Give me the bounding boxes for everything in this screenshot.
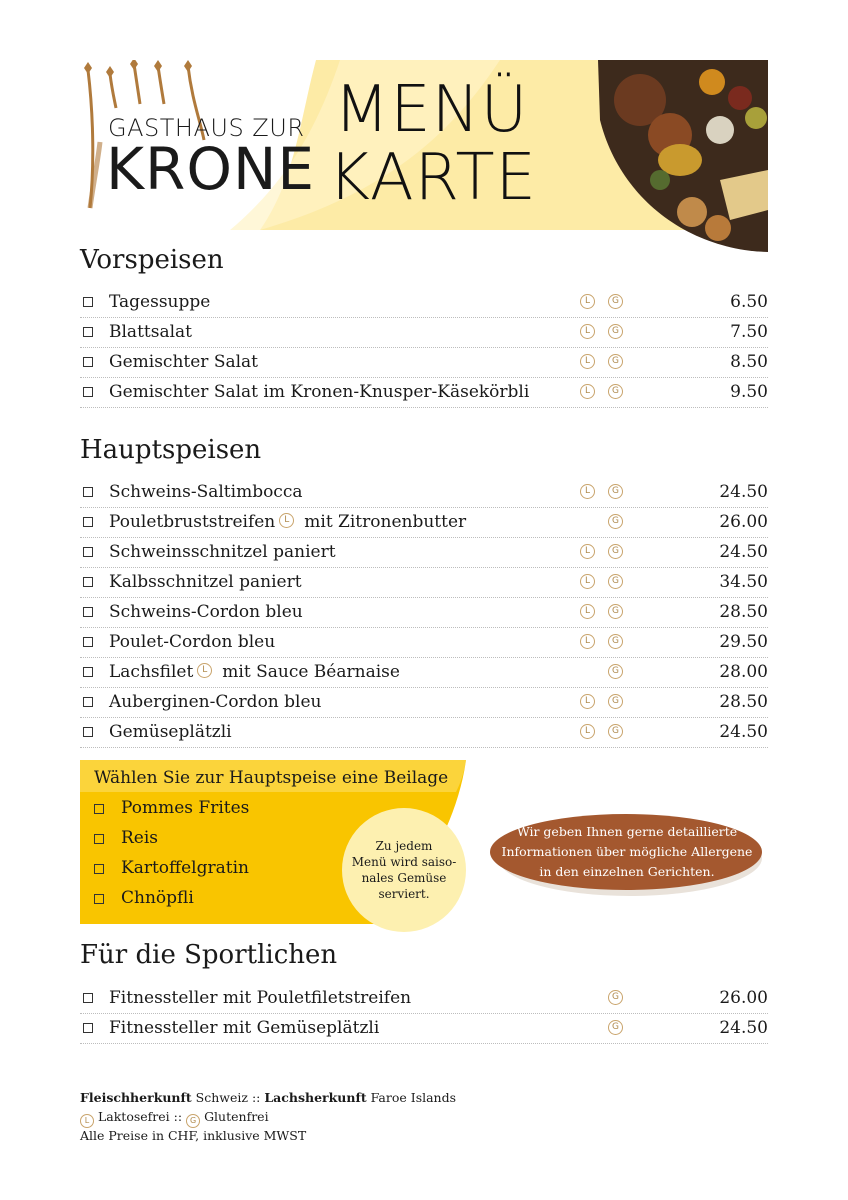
salmon-origin-value: Faroe Islands	[370, 1090, 457, 1105]
gluten-free-icon: G	[608, 694, 623, 709]
header	[80, 60, 768, 252]
separator: ::	[251, 1090, 261, 1105]
menu-row[interactable]	[80, 1014, 768, 1044]
item-name: Gemischter Salat im Kronen-Knusper-Käsekörbli	[109, 382, 530, 402]
footer	[80, 1088, 456, 1145]
item-price: 24.50	[719, 482, 768, 502]
note-line: nales Gemüse	[361, 871, 447, 885]
salmon-origin-label: Lachsherkunft	[264, 1090, 367, 1105]
gluten-free-icon: G	[608, 324, 623, 339]
item-name-main: Pouletbruststreifen	[109, 512, 276, 532]
gluten-free-icon: G	[186, 1114, 200, 1128]
menu-row[interactable]	[80, 318, 768, 348]
item-price: 34.50	[719, 572, 768, 592]
checkbox[interactable]	[83, 667, 93, 677]
lactose-free-icon: L	[80, 1114, 94, 1128]
gluten-free-icon: G	[608, 990, 623, 1005]
legend-gluten: Glutenfrei	[204, 1109, 269, 1124]
logo-subtitle: GASTHAUS ZUR	[108, 114, 305, 142]
checkbox[interactable]	[83, 327, 93, 337]
item-price: 6.50	[730, 292, 768, 312]
menu-row[interactable]	[80, 378, 768, 408]
separator: ::	[173, 1109, 183, 1124]
checkbox[interactable]	[83, 387, 93, 397]
side-dish-item[interactable]	[94, 828, 158, 848]
checkbox[interactable]	[94, 834, 104, 844]
menu-row[interactable]	[80, 568, 768, 598]
allergy-line: in den einzelnen Gerichten.	[539, 864, 715, 879]
item-name: Schweinsschnitzel paniert	[109, 542, 336, 562]
item-name: Gemischter Salat	[109, 352, 258, 372]
menu-title-line1: MENÜ	[334, 73, 529, 147]
lactose-free-icon: L	[580, 384, 595, 399]
item-price: 28.50	[719, 692, 768, 712]
item-price: 29.50	[719, 632, 768, 652]
side-dish-item[interactable]	[94, 798, 249, 818]
checkbox[interactable]	[83, 517, 93, 527]
checkbox[interactable]	[83, 487, 93, 497]
side-dish-label: Kartoffelgratin	[121, 858, 249, 878]
item-name: Blattsalat	[109, 322, 192, 342]
item-price: 26.00	[719, 988, 768, 1008]
lactose-free-icon: L	[580, 694, 595, 709]
menu-row[interactable]	[80, 538, 768, 568]
side-dish-label: Chnöpfli	[121, 888, 194, 908]
meat-origin-label: Fleischherkunft	[80, 1090, 192, 1105]
allergy-line: Informationen über mögliche Allergene	[501, 844, 753, 859]
legend-lactose: Laktosefrei	[97, 1109, 170, 1124]
menu-row[interactable]	[80, 658, 768, 688]
item-price: 7.50	[730, 322, 768, 342]
item-price: 28.50	[719, 602, 768, 622]
gluten-free-icon: G	[608, 544, 623, 559]
origin-line	[80, 1088, 456, 1107]
checkbox[interactable]	[83, 727, 93, 737]
item-price: 24.50	[719, 1018, 768, 1038]
item-name: Gemüseplätzli	[109, 722, 232, 742]
item-name: Schweins-Cordon bleu	[109, 602, 303, 622]
item-name	[109, 662, 400, 682]
menu-row[interactable]	[80, 478, 768, 508]
lactose-free-icon: L	[580, 634, 595, 649]
checkbox[interactable]	[83, 607, 93, 617]
section-title-hauptspeisen: Hauptspeisen	[80, 435, 262, 465]
section-title-sportlich: Für die Sportlichen	[80, 940, 338, 970]
gluten-free-icon: G	[608, 634, 623, 649]
item-name: Auberginen-Cordon bleu	[109, 692, 322, 712]
side-dish-label: Reis	[121, 828, 159, 848]
lactose-free-icon: L	[580, 324, 595, 339]
checkbox[interactable]	[83, 1023, 93, 1033]
gluten-free-icon: G	[608, 664, 623, 679]
checkbox[interactable]	[94, 804, 104, 814]
side-dish-title: Wählen Sie zur Hauptspeise eine Beilage	[94, 768, 449, 788]
allergy-line: Wir geben Ihnen gerne detaillierte	[516, 824, 738, 839]
gluten-free-icon: G	[608, 354, 623, 369]
item-name-main: Lachsfilet	[109, 662, 194, 682]
checkbox[interactable]	[83, 577, 93, 587]
logo-title: KRONE	[106, 135, 316, 203]
item-name-suffix: mit Sauce Béarnaise	[222, 662, 400, 682]
menu-title-line2: KARTE	[328, 141, 537, 215]
seasonal-vegetables-note	[342, 808, 466, 932]
item-price: 9.50	[730, 382, 768, 402]
gluten-free-icon: G	[608, 1020, 623, 1035]
gluten-free-icon: G	[608, 294, 623, 309]
allergy-info-badge	[488, 808, 766, 898]
lactose-free-icon: L	[580, 724, 595, 739]
gluten-free-icon: G	[608, 574, 623, 589]
item-name: Schweins-Saltimbocca	[109, 482, 303, 502]
price-note: Alle Preise in CHF, inklusive MWST	[80, 1128, 307, 1143]
allergy-info-text	[488, 822, 766, 882]
checkbox[interactable]	[83, 297, 93, 307]
checkbox[interactable]	[83, 993, 93, 1003]
checkbox[interactable]	[83, 547, 93, 557]
gluten-free-icon: G	[608, 384, 623, 399]
checkbox[interactable]	[94, 894, 104, 904]
item-name: Fitnessteller mit Gemüseplätzli	[109, 1018, 380, 1038]
gluten-free-icon: G	[608, 514, 623, 529]
lactose-free-icon: L	[580, 484, 595, 499]
item-name: Tagessuppe	[109, 292, 211, 312]
lactose-free-icon: L	[197, 663, 212, 678]
lactose-free-icon: L	[580, 354, 595, 369]
lactose-free-icon: L	[580, 544, 595, 559]
note-line: Zu jedem	[375, 839, 433, 853]
menu-row[interactable]	[80, 718, 768, 748]
menu-row[interactable]	[80, 508, 768, 538]
menu-row[interactable]	[80, 348, 768, 378]
gluten-free-icon: G	[608, 724, 623, 739]
lactose-free-icon: L	[580, 294, 595, 309]
section-title-vorspeisen: Vorspeisen	[80, 245, 224, 275]
gluten-free-icon: G	[608, 604, 623, 619]
menu-row[interactable]	[80, 598, 768, 628]
item-price: 26.00	[719, 512, 768, 532]
item-name: Poulet-Cordon bleu	[109, 632, 276, 652]
menu-row[interactable]	[80, 628, 768, 658]
item-name: Fitnessteller mit Pouletfiletstreifen	[109, 988, 412, 1008]
item-price: 24.50	[719, 542, 768, 562]
item-price: 28.00	[719, 662, 768, 682]
side-dish-item[interactable]	[94, 888, 194, 908]
checkbox[interactable]	[94, 864, 104, 874]
menu-row[interactable]	[80, 984, 768, 1014]
lactose-free-icon: L	[580, 604, 595, 619]
side-dish-item[interactable]	[94, 858, 249, 878]
item-name	[109, 512, 466, 532]
legend-line	[80, 1107, 456, 1126]
menu-row[interactable]	[80, 288, 768, 318]
checkbox[interactable]	[83, 357, 93, 367]
menu-row[interactable]	[80, 688, 768, 718]
item-name-suffix: mit Zitronenbutter	[304, 512, 467, 532]
gluten-free-icon: G	[608, 484, 623, 499]
item-price: 24.50	[719, 722, 768, 742]
side-dish-label: Pommes Frites	[121, 798, 250, 818]
lactose-free-icon: L	[580, 574, 595, 589]
note-line: serviert.	[378, 887, 430, 901]
note-line: Menü wird saiso-	[351, 855, 457, 869]
lactose-free-icon: L	[279, 513, 294, 528]
item-price: 8.50	[730, 352, 768, 372]
checkbox[interactable]	[83, 637, 93, 647]
meat-origin-value: Schweiz	[195, 1090, 248, 1105]
item-name: Kalbsschnitzel paniert	[109, 572, 302, 592]
checkbox[interactable]	[83, 697, 93, 707]
